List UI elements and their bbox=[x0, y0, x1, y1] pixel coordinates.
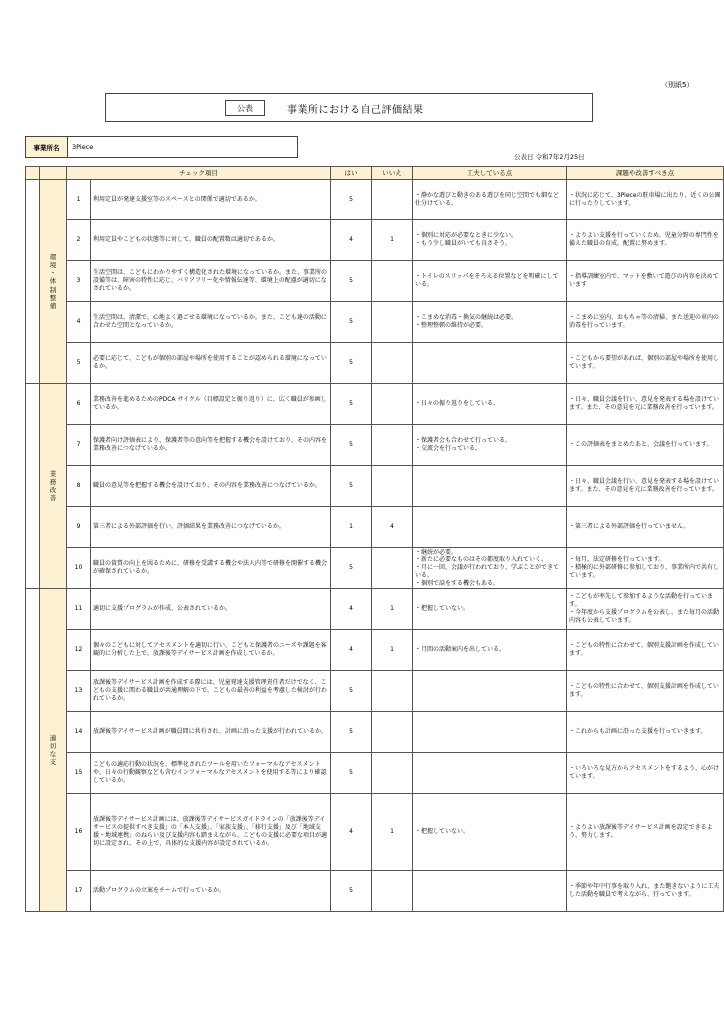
check-item-text: 利用定員やこどもの状態等に対して、職員の配置数は適切であるか。 bbox=[91, 220, 331, 261]
effort-text bbox=[413, 753, 567, 794]
issue-text: ・こまめに室内、おもちゃ等の清掃、また送迎の車内の消毒を行っています。 bbox=[567, 302, 724, 343]
issue-text: ・この評価表をまとめたあと、会議を行っています。 bbox=[567, 425, 724, 466]
self-evaluation-table bbox=[25, 166, 724, 912]
issue-text: ・日々、職員会議を行い、意見を発表する場を設けています。また、その意見を元に業務改善を行っています。 bbox=[567, 384, 724, 425]
row-number: 4 bbox=[67, 302, 91, 343]
table-row bbox=[26, 180, 724, 220]
table-row bbox=[26, 220, 724, 261]
no-count bbox=[372, 712, 413, 753]
yes-count: 5 bbox=[331, 753, 372, 794]
issue-text: ・状況に応じて、3Pieceの駐車場に出たり、近くの公園に行ったりしています。 bbox=[567, 180, 724, 220]
effort-text: ・トイレのスリッパをそろえる位置などを明確にしている。 bbox=[413, 261, 567, 302]
check-item-text: こどもの適応行動の状況を、標準化されたツールを用いたフォーマルなアセスメントや、日々の行動観察なども含むインフォーマルなアセスメントを使用する等により確認しているか。 bbox=[91, 753, 331, 794]
yes-count: 1 bbox=[331, 507, 372, 548]
table-row bbox=[26, 384, 724, 425]
issue-text: ・これからも計画に沿った支援を行っていきます。 bbox=[567, 712, 724, 753]
yes-count: 5 bbox=[331, 384, 372, 425]
yes-count: 5 bbox=[331, 343, 372, 384]
effort-text: ・静かな遊びと動きのある遊びを同じ空間でも細など仕分けている。 bbox=[413, 180, 567, 220]
row-number: 2 bbox=[67, 220, 91, 261]
yes-count: 5 bbox=[331, 261, 372, 302]
effort-text bbox=[413, 343, 567, 384]
effort-text: ・把握していない。 bbox=[413, 589, 567, 630]
check-item-text: 生活空間は、清潔で、心地よく過ごせる環境になっているか。また、こども達の活動に合わせた空間となっているか。 bbox=[91, 302, 331, 343]
check-item-text: 職員の意見等を把握する機会を設けており、その内容を業務改善につなげているか。 bbox=[91, 466, 331, 507]
header-effort: 工夫している点 bbox=[413, 167, 567, 180]
check-item-text: 放課後等デイサービス計画が職員間に共有され、計画に沿った支援が行われているか。 bbox=[91, 712, 331, 753]
check-item-text: 適切に支援プログラムが作成、公表されているか。 bbox=[91, 589, 331, 630]
effort-text: ・個別に対応が必要なときに少ない。 ・もう少し職員がいても良さそう。 bbox=[413, 220, 567, 261]
office-name-box bbox=[25, 136, 298, 158]
row-number: 7 bbox=[67, 425, 91, 466]
category-label: 業 務 改 善 bbox=[40, 384, 67, 589]
attachment-note: （別紙5） bbox=[661, 81, 694, 89]
no-count bbox=[372, 180, 413, 220]
yes-count: 4 bbox=[331, 630, 372, 671]
no-count bbox=[372, 384, 413, 425]
office-name-value: 3Piece bbox=[72, 143, 94, 151]
row-number: 6 bbox=[67, 384, 91, 425]
yes-count: 5 bbox=[331, 671, 372, 712]
row-number: 9 bbox=[67, 507, 91, 548]
yes-count: 5 bbox=[331, 180, 372, 220]
yes-count: 4 bbox=[331, 220, 372, 261]
check-item-text: 個々のこどもに対してアセスメントを適切に行い、こどもと保護者のニーズや課題を客観的に分析した上で、放課後等デイサービス計画を作成しているか。 bbox=[91, 630, 331, 671]
no-count bbox=[372, 466, 413, 507]
row-number: 17 bbox=[67, 871, 91, 912]
effort-text bbox=[413, 712, 567, 753]
issue-text: ・よりよい支援を行っていくため、児童分野の専門性を備えた職員の育成、配置に努めます。 bbox=[567, 220, 724, 261]
issue-text: ・第三者による外部評価を行っていません。 bbox=[567, 507, 724, 548]
effort-text: ・こまめな消毒・換気の継続は必要。 ・整理整頓の維持が必要。 bbox=[413, 302, 567, 343]
no-count: 1 bbox=[372, 589, 413, 630]
publish-date: 公表日 令和7年2月25日 bbox=[514, 153, 585, 161]
table-row bbox=[26, 589, 724, 630]
no-count: 1 bbox=[372, 220, 413, 261]
header-check-item: チェック項目 bbox=[67, 167, 331, 180]
row-number: 8 bbox=[67, 466, 91, 507]
table-header-row bbox=[26, 167, 724, 180]
no-count bbox=[372, 671, 413, 712]
check-item-text: 生活空間は、こどもにわかりやすく構造化された環境になっているか。また、事業所の設備等は、障害の特性に応じ、バリアフリー化や情報伝達等、環境上の配慮が適切になされているか。 bbox=[91, 261, 331, 302]
effort-text bbox=[413, 671, 567, 712]
no-count bbox=[372, 753, 413, 794]
effort-text: ・保護者会も合わせて行っている。 ・交流会を行っている。 bbox=[413, 425, 567, 466]
check-item-text: 利用定員が発達支援室等のスペースとの関係で適切であるか。 bbox=[91, 180, 331, 220]
effort-text: ・把握していない。 bbox=[413, 794, 567, 871]
check-item-text: 放課後等デイサービス計画を作成する際には、児童発達支援管理責任者だけでなく、こどもの支援に関わる職員が共通理解の下で、こどもの最善の利益を考慮した検討が行われているか。 bbox=[91, 671, 331, 712]
row-number: 1 bbox=[67, 180, 91, 220]
issue-text: ・日々、職員会議を行い、意見を発表する場を設けています。また、その意見を元に業務改善を行っています。 bbox=[567, 466, 724, 507]
check-item-text: 必要に応じて、こどもが個別の部屋や場所を使用することが認められる環境になっているか。 bbox=[91, 343, 331, 384]
table-row bbox=[26, 794, 724, 871]
issue-text: ・こどもが率先して参加するような活動を行っています。 ・今年度から支援プログラムを公表し、また毎月の活動内容も公表しています。 bbox=[567, 589, 724, 630]
table-row bbox=[26, 507, 724, 548]
issue-text: ・こどもから要望があれば、個別の部屋や場所を使用しています。 bbox=[567, 343, 724, 384]
table-row bbox=[26, 548, 724, 589]
issue-text: ・毎月、法定研修を行っています。 ・積極的に外部研修に参加しており、事業所内で共有しています。 bbox=[567, 548, 724, 589]
issue-text: ・こどもの特性に合わせて、個別支援計画を作成しています。 bbox=[567, 630, 724, 671]
row-number: 3 bbox=[67, 261, 91, 302]
table-row bbox=[26, 671, 724, 712]
no-count: 1 bbox=[372, 794, 413, 871]
no-count bbox=[372, 302, 413, 343]
table-row bbox=[26, 425, 724, 466]
public-tag: 公表 bbox=[225, 100, 265, 116]
table-row bbox=[26, 466, 724, 507]
row-number: 13 bbox=[67, 671, 91, 712]
effort-text: ・月間の活動案内を出している。 bbox=[413, 630, 567, 671]
row-number: 11 bbox=[67, 589, 91, 630]
header-blank bbox=[40, 167, 67, 180]
yes-count: 4 bbox=[331, 794, 372, 871]
no-count bbox=[372, 871, 413, 912]
row-number: 5 bbox=[67, 343, 91, 384]
header-no: いいえ bbox=[372, 167, 413, 180]
table-row bbox=[26, 630, 724, 671]
no-count bbox=[372, 548, 413, 589]
table-row bbox=[26, 712, 724, 753]
issue-text: ・季節や年中行事を取り入れ、また飽きないように工夫した活動を職員で考えながら、行っています。 bbox=[567, 871, 724, 912]
header-blank bbox=[26, 167, 40, 180]
category-label: 環 境 ・ 体 制 整 備 bbox=[40, 180, 67, 384]
category-label: 適 切 な 支 bbox=[40, 589, 67, 912]
check-item-text: 活動プログラムの立案をチームで行っているか。 bbox=[91, 871, 331, 912]
yes-count: 5 bbox=[331, 548, 372, 589]
no-count: 1 bbox=[372, 630, 413, 671]
yes-count: 4 bbox=[331, 589, 372, 630]
header-issue: 課題や改善すべき点 bbox=[567, 167, 724, 180]
category-spacer bbox=[26, 384, 40, 589]
issue-text: ・いろいろな見方からアセスメントをするよう、心がけています。 bbox=[567, 753, 724, 794]
effort-text bbox=[413, 507, 567, 548]
effort-text bbox=[413, 871, 567, 912]
table-row bbox=[26, 343, 724, 384]
row-number: 15 bbox=[67, 753, 91, 794]
no-count bbox=[372, 261, 413, 302]
category-spacer bbox=[26, 180, 40, 384]
effort-text bbox=[413, 466, 567, 507]
check-item-text: 業務改善を進めるためのPDCA サイクル（目標設定と振り返り）に、広く職員が参画しているか。 bbox=[91, 384, 331, 425]
yes-count: 5 bbox=[331, 466, 372, 507]
no-count: 4 bbox=[372, 507, 413, 548]
row-number: 14 bbox=[67, 712, 91, 753]
title-box bbox=[105, 93, 593, 122]
yes-count: 5 bbox=[331, 302, 372, 343]
check-item-text: 職員の資質の向上を図るために、研修を受講する機会や法人内等で研修を開催する機会が確保されているか。 bbox=[91, 548, 331, 589]
table-row bbox=[26, 302, 724, 343]
issue-text: ・指導訓練室内で、マットを敷いて遊びの内容を決めています bbox=[567, 261, 724, 302]
table-row bbox=[26, 753, 724, 794]
no-count bbox=[372, 343, 413, 384]
table-row bbox=[26, 871, 724, 912]
row-number: 10 bbox=[67, 548, 91, 589]
check-item-text: 第三者による外部評価を行い、評価結果を業務改善につなげているか。 bbox=[91, 507, 331, 548]
page-title: 事業所における自己評価結果 bbox=[287, 105, 424, 116]
row-number: 16 bbox=[67, 794, 91, 871]
office-name-label: 事業所名 bbox=[26, 137, 68, 157]
yes-count: 5 bbox=[331, 871, 372, 912]
no-count bbox=[372, 425, 413, 466]
issue-text: ・こどもの特性に合わせて、個別支援計画を作成しています。 bbox=[567, 671, 724, 712]
header-yes: はい bbox=[331, 167, 372, 180]
yes-count: 5 bbox=[331, 425, 372, 466]
issue-text: ・よりよい放課後等デイサービス計画を設定できるよう、努力します。 bbox=[567, 794, 724, 871]
row-number: 12 bbox=[67, 630, 91, 671]
yes-count: 5 bbox=[331, 712, 372, 753]
table-row bbox=[26, 261, 724, 302]
category-spacer bbox=[26, 589, 40, 912]
effort-text: ・継続が必要。 ・新たに必要なものはその都度取り入れていく。 ・月に一回、会議が行われており、学ぶことができている。 ・個別で話をする機会もある。 bbox=[413, 548, 567, 589]
check-item-text: 放課後等デイサービス計画には、放課後等デイサービスガイドラインの「放課後等デイサービスの提供すべき支援」の「本人支援」、「家族支援」、「移行支援」及び「地域支援・地域連携」のねらい及び支援内容も踏まえながら、こどもの支援に必要な項目が適切に設定され、その上で、具体的な支援内容が設定されているか。 bbox=[91, 794, 331, 871]
check-item-text: 保護者向け評価表により、保護者等の意向等を把握する機会を設けており、その内容を業務改善につなげているか。 bbox=[91, 425, 331, 466]
effort-text: ・日々の振り返りをしている。 bbox=[413, 384, 567, 425]
